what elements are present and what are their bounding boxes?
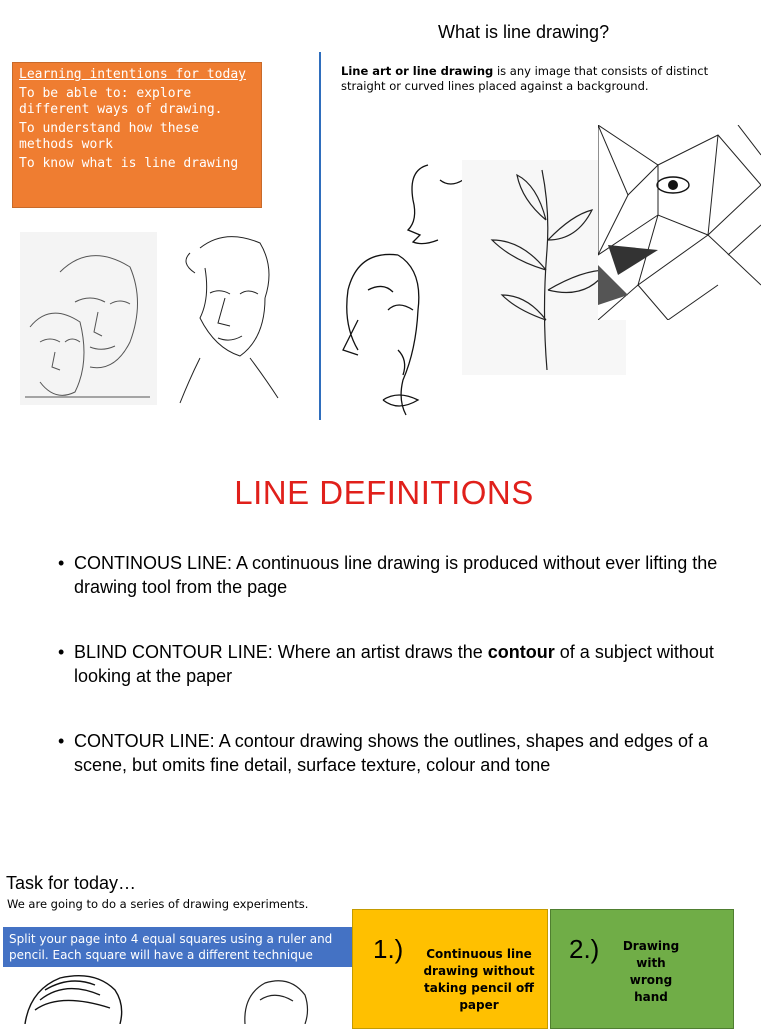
geometric-face-drawing-image xyxy=(598,125,761,320)
learning-intentions-heading: Learning intentions for today xyxy=(19,67,246,82)
bottom-portrait-sketch-right-image xyxy=(235,975,315,1024)
task-subtitle: We are going to do a series of drawing experiments. xyxy=(7,897,309,911)
learning-item-2: To understand how these methods work xyxy=(19,121,200,152)
technique-2-text: Drawing with wrong hand xyxy=(622,939,680,1004)
definition-bold: Line art or line drawing xyxy=(341,64,494,78)
definition-bullet-contour xyxy=(58,729,734,777)
line-art-definition xyxy=(341,64,721,94)
definition-rest: is any image that consists of distinct straight or curved lines placed against a background. xyxy=(341,64,709,93)
bullet-2-bold-word: contour xyxy=(487,642,555,662)
vertical-divider xyxy=(319,52,321,420)
line-definitions-title: LINE DEFINITIONS xyxy=(234,474,534,511)
continuous-line-portrait-image xyxy=(170,228,282,406)
technique-2-number: 2.) xyxy=(569,934,600,964)
technique-box-2 xyxy=(550,909,734,1029)
technique-1-text: Continuous line drawing without taking pencil off paper xyxy=(423,947,535,1012)
bullet-2-text-end: of a subject without looking at the paper xyxy=(74,642,714,686)
split-page-instruction-box: Split your page into 4 equal squares using a ruler and pencil. Each square will have a different technique xyxy=(3,927,354,967)
one-line-face-art-image xyxy=(328,160,478,418)
technique-1-number: 1.) xyxy=(373,934,404,964)
bullet-3-text: CONTOUR LINE: A contour drawing shows the outlines, shapes and edges of a scene, but omits fine detail, surface texture, colour and tone xyxy=(74,731,709,775)
bottom-portrait-sketch-left-image xyxy=(15,970,135,1024)
pencil-faces-sketch-image xyxy=(20,232,157,405)
bullet-1-text: CONTINOUS LINE: A continuous line drawing is produced without ever lifting the drawing tool from the page xyxy=(74,553,718,597)
learning-intentions-box xyxy=(12,62,262,208)
slide-title-line-drawing: What is line drawing? xyxy=(438,22,610,42)
definition-bullet-continuous xyxy=(58,551,734,599)
learning-item-1: To be able to: explore different ways of drawing. xyxy=(19,86,223,117)
task-title: Task for today… xyxy=(6,873,137,893)
technique-box-1 xyxy=(352,909,548,1029)
definition-bullet-blind-contour xyxy=(58,640,734,688)
learning-item-3: To know what is line drawing xyxy=(19,156,239,171)
bullet-2-text-start: BLIND CONTOUR LINE: Where an artist draws the xyxy=(74,642,488,662)
